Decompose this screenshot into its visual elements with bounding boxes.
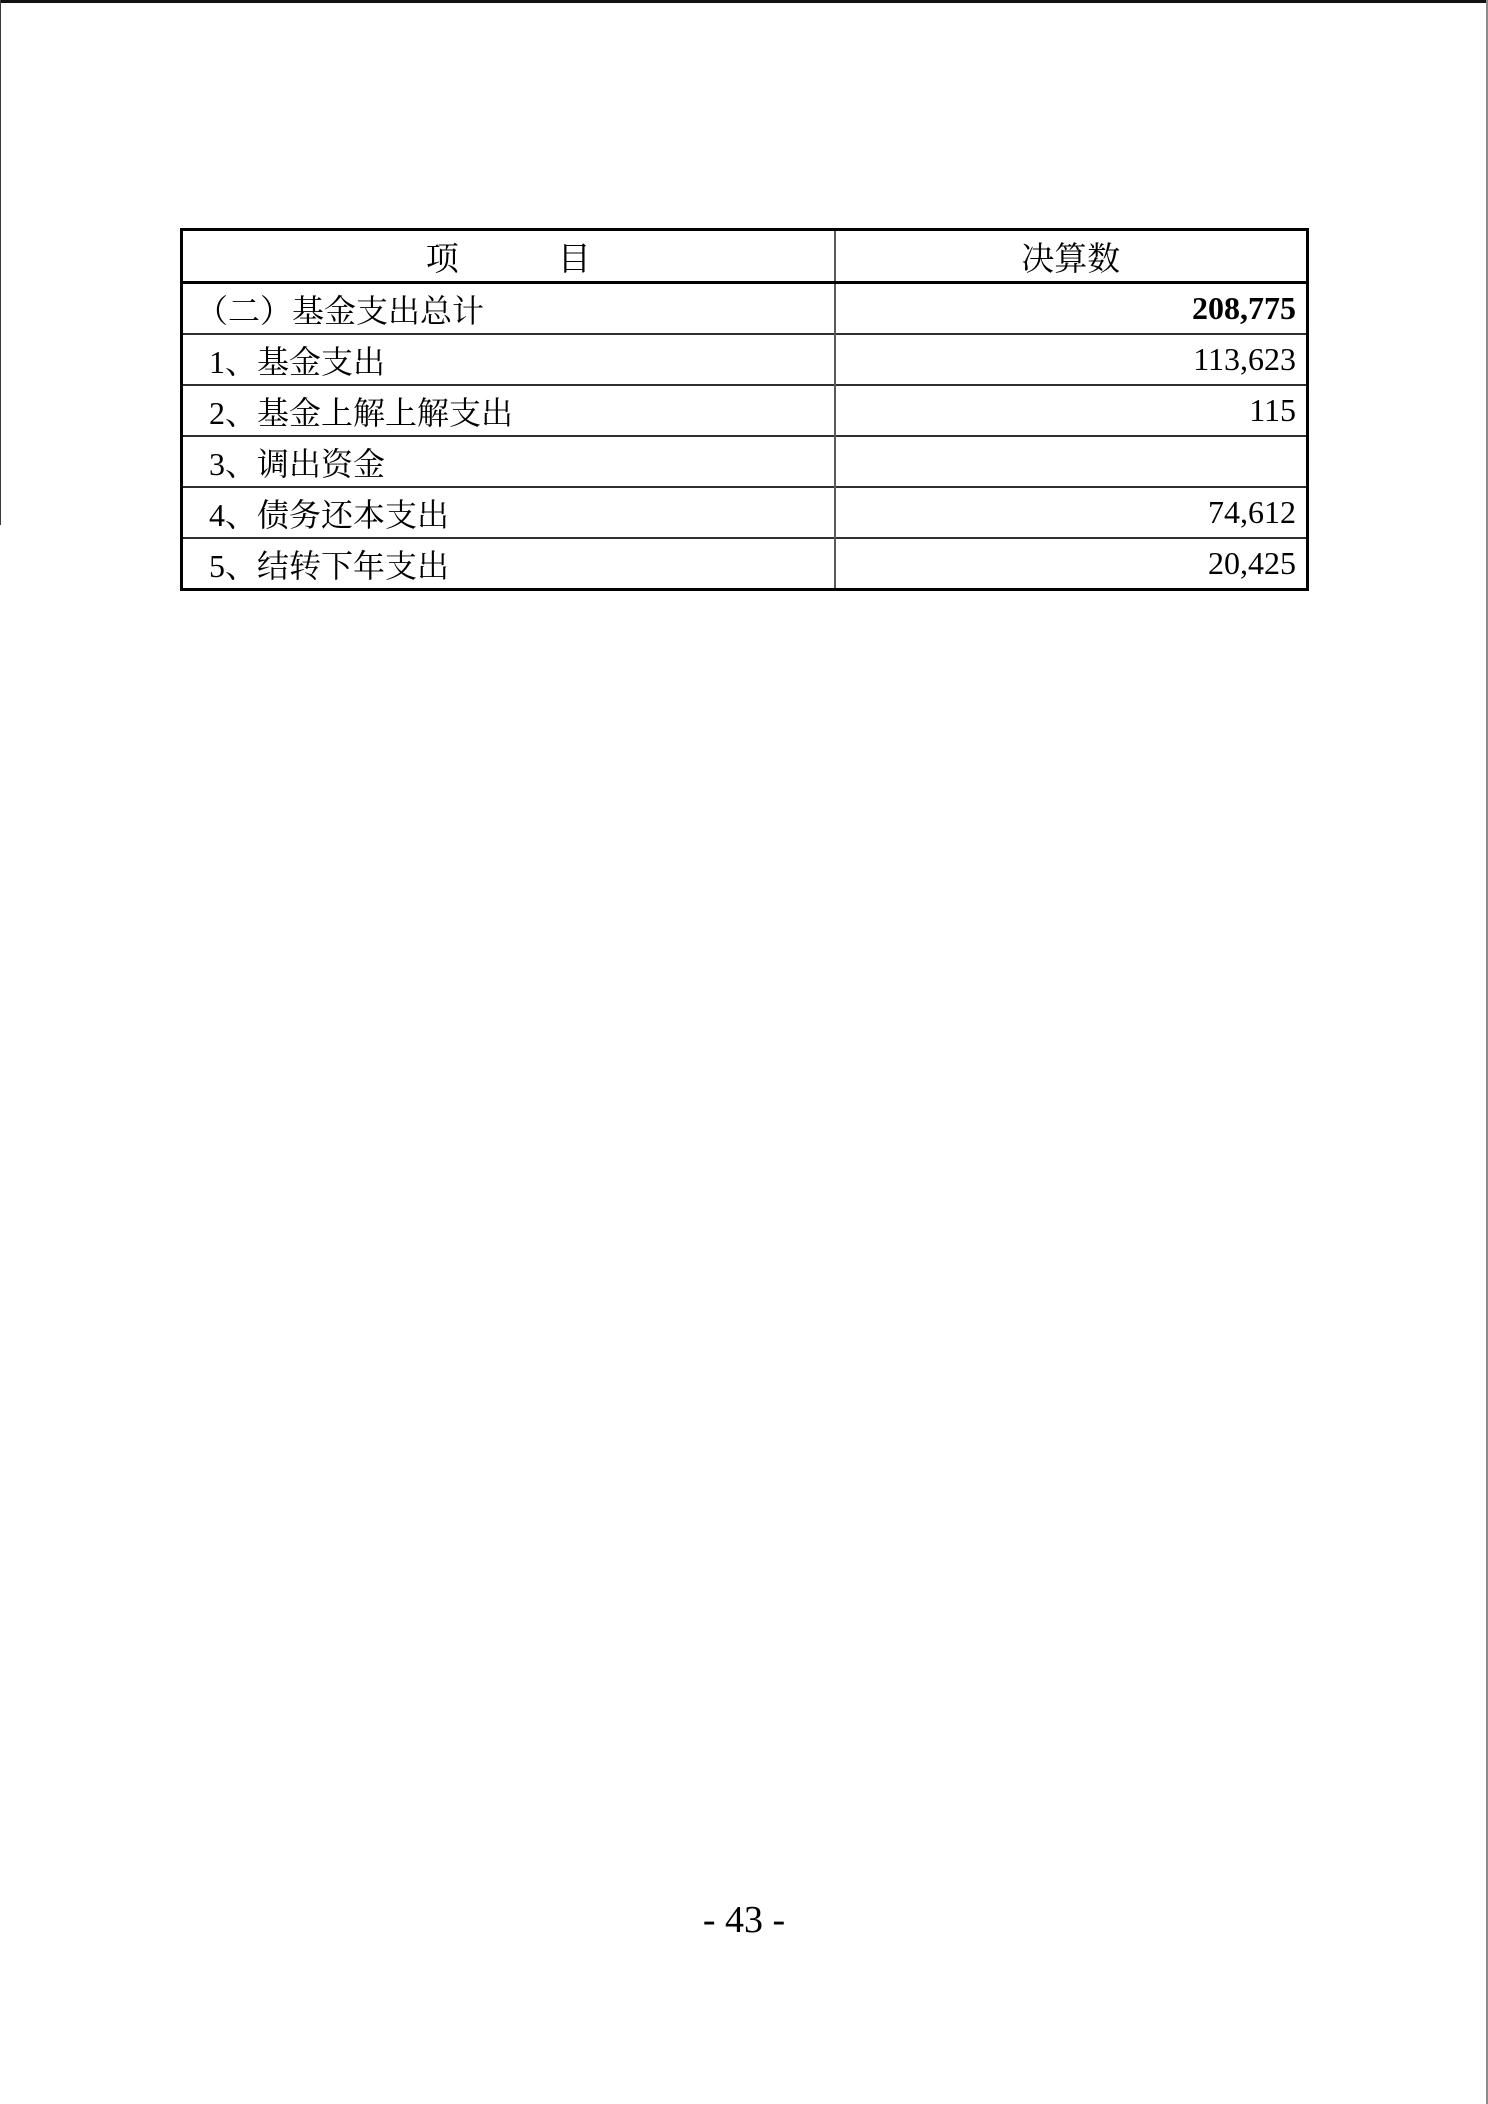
item-label: 1、基金支出 — [182, 334, 835, 385]
table-row — [182, 487, 1308, 538]
page-number: - 43 - — [702, 1899, 786, 1941]
item-label: 2、基金上解上解支出 — [182, 385, 835, 436]
item-label: 5、结转下年支出 — [182, 538, 835, 590]
table-row — [182, 283, 1308, 335]
header-amount-column: 决算数 — [835, 230, 1308, 283]
fund-expenditure-table — [180, 228, 1309, 591]
amount-value: 113,623 — [835, 334, 1308, 385]
item-label: 4、债务还本支出 — [182, 487, 835, 538]
table-row — [182, 436, 1308, 487]
header-item-column: 项 目 — [182, 230, 835, 283]
table-row — [182, 385, 1308, 436]
table-header-row — [182, 230, 1308, 283]
amount-value: 115 — [835, 385, 1308, 436]
table-row — [182, 334, 1308, 385]
item-label: （二）基金支出总计 — [182, 283, 835, 335]
item-label: 3、调出资金 — [182, 436, 835, 487]
amount-value: 20,425 — [835, 538, 1308, 590]
amount-value: 208,775 — [835, 283, 1308, 335]
amount-value: 74,612 — [835, 487, 1308, 538]
table-row — [182, 538, 1308, 590]
page-top-edge-line — [0, 0, 1488, 3]
amount-value — [835, 436, 1308, 487]
page-left-edge-line — [0, 0, 1, 525]
